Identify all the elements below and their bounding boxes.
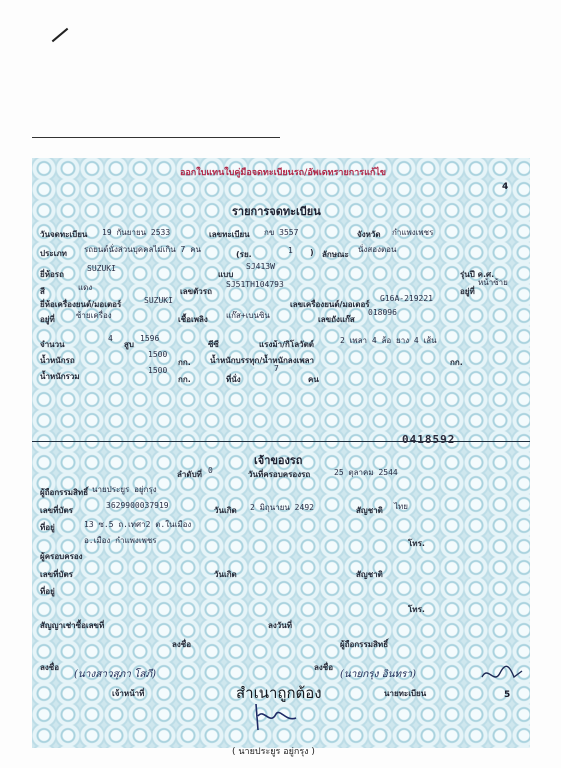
model: SJ413W	[246, 262, 275, 271]
owner-section-title: เจ้าของรถ	[254, 454, 303, 467]
color-label: สี	[40, 287, 45, 296]
order-label: ลำดับที่	[177, 470, 202, 479]
possess-label: วันที่ครอบครองรถ	[248, 470, 311, 479]
possessor-label: ผู้ครอบครอง	[40, 552, 83, 561]
persons: คน	[308, 375, 319, 384]
id-label: เลขที่บัตร	[40, 506, 73, 515]
type-value: รถยนต์นั่งส่วนบุคคลไม่เกิน 7 คน	[84, 245, 202, 254]
kg-3: กก.	[178, 375, 191, 384]
rl-label: (รย.	[236, 250, 252, 259]
registrar-label: นายทะเบียน	[384, 689, 427, 698]
officer-label: เจ้าหน้าที่	[112, 689, 145, 698]
dob: 2 มิถุนายน 2492	[250, 503, 314, 512]
year-label: รุ่นปี ค.ศ.	[460, 270, 495, 279]
weight-label: น้ำหนักรถ	[40, 356, 75, 365]
sign-label-1: ลงชื่อ	[172, 640, 192, 649]
chassis-loc-label: อยู่ที่	[460, 287, 475, 296]
kg-1: กก.	[178, 358, 191, 367]
possessor-dob-label: วันเกิด	[214, 570, 237, 579]
kg-2: กก.	[450, 358, 463, 367]
style-value: นั่งสองตอน	[358, 245, 397, 254]
engine-no-label: เลขเครื่องยนต์/มอเตอร์	[290, 300, 370, 309]
fuel-label: เชื้อเพลิง	[178, 315, 208, 324]
footer-page-number: 5	[504, 690, 511, 700]
address-label: ที่อยู่	[40, 523, 55, 532]
seats: 7	[274, 364, 279, 373]
tel-label: โทร.	[408, 539, 425, 548]
brand-label: ยี่ห้อรถ	[40, 270, 64, 279]
nationality: ไทย	[394, 502, 408, 511]
tank: 018096	[368, 308, 397, 317]
scribble-signature	[480, 663, 524, 685]
weight: 1500	[148, 350, 168, 359]
engine-brand-label: ยี่ห้อเครื่องยนต์/มอเตอร์	[40, 300, 122, 309]
province-label: จังหวัด	[357, 230, 381, 239]
seats-label: ที่นั่ง	[226, 375, 241, 384]
pump-label: สูบ	[124, 340, 134, 349]
engine-loc: ซ้ายเครื่อง	[76, 311, 112, 320]
cc: 1596	[140, 334, 160, 343]
reg-date-label: วันจดทะเบียน	[40, 230, 88, 239]
chassis-label: เลขตัวรถ	[180, 287, 212, 296]
style-label: ลักษณะ	[322, 250, 349, 259]
lease-date-label: ลงวันที่	[268, 621, 293, 630]
nationality-label: สัญชาติ	[356, 506, 383, 515]
possessor-tel-label: โทร.	[408, 605, 425, 614]
serial-number: 0418592	[402, 433, 456, 446]
province: กำแพงเพชร	[392, 228, 434, 237]
engine-loc-label: อยู่ที่	[40, 315, 55, 324]
reg-date: 19 กันยายน 2533	[102, 228, 171, 237]
address-line-2: อ.เมือง กำแพงเพชร	[84, 536, 157, 545]
registration-card	[32, 158, 530, 748]
owner-sign-label: ผู้ถือกรรมสิทธิ์	[340, 640, 389, 649]
owner-signature	[250, 700, 300, 734]
cc-label: ซีซี	[208, 340, 219, 349]
qty-label: จำนวน	[40, 340, 65, 349]
engine-no: G16A-219221	[380, 294, 433, 303]
brand: SUZUKI	[87, 264, 116, 273]
color: แดง	[78, 283, 93, 292]
load-label: น้ำหนักบรรทุก/น้ำหนักลงเพลา	[210, 356, 315, 365]
plate: กข 3557	[264, 228, 299, 237]
total: 1500	[148, 366, 168, 375]
possessor-address-label: ที่อยู่	[40, 587, 55, 596]
sign-label-2: ลงชื่อ	[40, 663, 60, 672]
owner-label: ผู้ถือกรรมสิทธิ์	[40, 488, 89, 497]
axles: 2 เพลา 4 ล้อ ยาง 4 เส้น	[340, 336, 437, 345]
possess-date: 25 ตุลาคม 2544	[334, 468, 398, 477]
address-line-1: 13 ซ.5 ถ.เทศา2 ต.ในเมือง	[84, 520, 192, 529]
officer-signature: (นางสาวสุภา โสภี)	[74, 669, 157, 680]
tank-label: เลขถังแก๊ส	[318, 315, 355, 324]
id-number: 3629900037919	[106, 501, 169, 510]
page-number: 4	[502, 182, 509, 192]
type-label: ประเภท	[40, 249, 67, 258]
correction-stamp: ออกใบแทนใบคู่มือจดทะเบียนรถ/อัพเดทรายการแก้ไข	[180, 168, 387, 178]
certified-copy-text: สำเนาถูกต้อง	[236, 684, 322, 702]
rl-value: 1	[288, 246, 293, 255]
section-title: รายการจดทะเบียน	[232, 205, 321, 218]
plate-label: เลขทะเบียน	[209, 230, 250, 239]
model-label: แบบ	[218, 270, 234, 279]
order: 0	[208, 466, 213, 475]
dob-label: วันเกิด	[214, 506, 237, 515]
owner-name: นายประยูร อยู่กรุง	[92, 485, 157, 494]
registrar-signature: (นายกรุง อินทรา)	[340, 669, 417, 680]
owner-name-bottom: ( นายประยูร อยู่กรุง )	[232, 747, 315, 757]
pen-mark	[52, 28, 69, 42]
engine-brand: SUZUKI	[144, 296, 173, 305]
qty: 4	[108, 334, 113, 343]
power-label: แรงม้า/กิโลวัตต์	[259, 340, 314, 349]
chassis: SJ51TH104793	[226, 280, 284, 289]
lease-label: สัญญาเช่าซื้อเลขที่	[40, 621, 105, 630]
possessor-nationality-label: สัญชาติ	[356, 570, 383, 579]
sign-label-3: ลงชื่อ	[314, 663, 334, 672]
possessor-id-label: เลขที่บัตร	[40, 570, 73, 579]
chassis-loc: หน้าซ้าย	[478, 278, 508, 287]
divider-line	[32, 137, 280, 138]
fuel: แก๊ส+เบนซิน	[226, 311, 270, 320]
total-label: น้ำหนักรวม	[40, 372, 80, 381]
rl-close: )	[310, 248, 314, 257]
